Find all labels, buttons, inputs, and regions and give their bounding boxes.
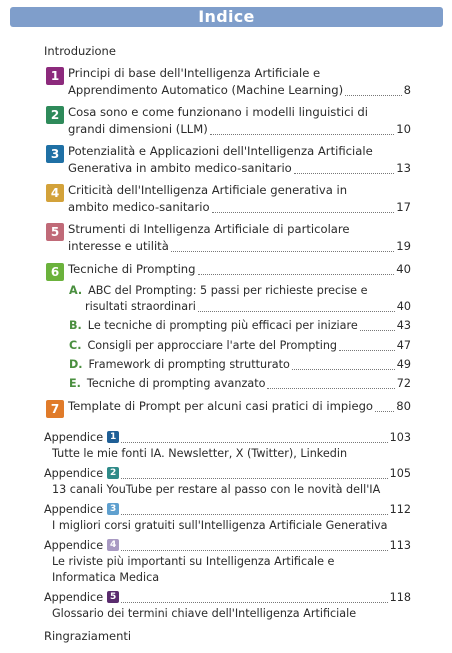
entry-title-line: Consigli per approcciare l'arte del Prompting — [87, 339, 338, 352]
entry-title-line: Cosa sono e come funzionano i modelli linguistici di — [68, 105, 368, 119]
entry-title-line: Template di Prompt per alcuni casi pratici di impiego — [68, 399, 374, 413]
toc-thanks[interactable]: Ringraziamenti — [44, 629, 132, 643]
entry-title-line: Tecniche di prompting avanzato — [86, 377, 266, 390]
dot-leader — [292, 354, 395, 370]
subsection-letter: E. — [69, 377, 81, 390]
toc-appendix-3[interactable] — [44, 502, 411, 534]
appendix-label: Appendice — [44, 431, 104, 444]
page-number: 113 — [389, 539, 411, 552]
page-number: 13 — [396, 161, 411, 175]
page-number: 112 — [389, 503, 411, 516]
toc-appendix-5[interactable] — [44, 590, 411, 622]
appendix-description: Le riviste più importanti su Intelligenza Artificale e — [52, 555, 335, 568]
page-number: 17 — [396, 200, 411, 214]
entry-title-line: Apprendimento Automatico (Machine Learning) — [68, 83, 344, 97]
toc-subsection-b[interactable] — [69, 318, 411, 334]
dot-leader — [121, 499, 388, 515]
subsection-letter: A. — [69, 284, 83, 297]
dot-leader — [198, 258, 395, 275]
toc-intro[interactable]: Introduzione — [44, 44, 116, 58]
appendix-label: Appendice — [44, 503, 104, 516]
appendix-description: Informatica Medica — [52, 571, 160, 584]
page-number: 40 — [396, 300, 411, 313]
dot-leader — [267, 373, 394, 389]
entry-title-line: Principi di base dell'Intelligenza Artificiale e — [68, 66, 321, 80]
appendix-description: 13 canali YouTube per restare al passo con le novità dell'IA — [52, 483, 381, 496]
toc-subsection-c[interactable] — [69, 338, 411, 354]
entry-title-line: Tecniche di Prompting — [68, 262, 196, 276]
dot-leader — [121, 587, 388, 603]
entry-title-line: interesse e utilità — [68, 239, 169, 253]
dot-leader — [171, 235, 394, 252]
appendix-number-badge: 3 — [107, 503, 119, 515]
page-number: 80 — [396, 399, 411, 413]
page-number: 47 — [396, 339, 411, 352]
entry-title-line: ambito medico-sanitario — [68, 200, 210, 214]
dot-leader — [360, 315, 395, 331]
page-number: 49 — [396, 358, 411, 371]
toc-appendix-4[interactable] — [44, 538, 411, 586]
page-number: 43 — [396, 319, 411, 332]
page-number: 8 — [403, 83, 411, 97]
toc-appendix-1[interactable] — [44, 430, 411, 462]
page-number: 103 — [389, 431, 411, 444]
subsection-letter: B. — [69, 319, 82, 332]
dot-leader — [121, 427, 388, 443]
entry-title-line: Strumenti di Intelligenza Artificiale di particolare — [68, 222, 350, 236]
toc-subsection-d[interactable] — [69, 357, 411, 373]
page-number: 105 — [389, 467, 411, 480]
dot-leader — [121, 463, 388, 479]
dot-leader — [212, 196, 395, 213]
appendix-number-badge: 4 — [107, 539, 119, 551]
toc-subsection-e[interactable] — [69, 376, 411, 392]
appendix-description: Glossario dei termini chiave dell'Intelligenza Artificiale — [52, 607, 357, 620]
index-title: Indice — [198, 7, 255, 26]
page-number: 10 — [396, 122, 411, 136]
dot-leader — [375, 395, 394, 412]
page-number: 40 — [396, 262, 411, 276]
dot-leader — [121, 535, 388, 551]
entry-title-line: Potenzialità e Applicazioni dell'Intelligenza Artificiale — [68, 144, 373, 158]
page-number: 72 — [396, 377, 411, 390]
appendix-number-badge: 1 — [107, 431, 119, 443]
entry-title-line: Criticità dell'Intelligenza Artificiale generativa in — [68, 183, 348, 197]
entry-title-line: Generativa in ambito medico-sanitario — [68, 161, 292, 175]
chapter-number-badge: 2 — [46, 106, 64, 124]
appendix-description: Tutte le mie fonti IA. Newsletter, X (Twitter), Linkedin — [52, 447, 348, 460]
toc-subsection-a[interactable] — [69, 283, 411, 315]
dot-leader — [210, 118, 394, 135]
entry-title-line: Le tecniche di prompting più efficaci per iniziare — [87, 319, 358, 332]
appendix-label: Appendice — [44, 539, 104, 552]
entry-title-line: ABC del Prompting: 5 passi per richieste precise e — [88, 284, 368, 297]
page-number: 19 — [396, 239, 411, 253]
appendix-label: Appendice — [44, 467, 104, 480]
toc-appendix-2[interactable] — [44, 466, 411, 498]
dot-leader — [345, 79, 401, 96]
appendix-number-badge: 5 — [107, 591, 119, 603]
subsection-letter: C. — [69, 339, 82, 352]
entry-title-line: risultati straordinari — [85, 300, 196, 313]
chapter-number-badge: 4 — [46, 184, 64, 202]
chapter-number-badge: 6 — [46, 263, 64, 281]
entry-title-line: grandi dimensioni (LLM) — [68, 122, 208, 136]
dot-leader — [294, 157, 394, 174]
entry-title-line: Framework di prompting strutturato — [88, 358, 290, 371]
dot-leader — [198, 296, 395, 312]
appendix-label: Appendice — [44, 591, 104, 604]
appendix-description: I migliori corsi gratuiti sull'Intelligenza Artificiale Generativa — [52, 519, 388, 532]
chapter-number-badge: 5 — [46, 223, 64, 241]
page-number: 118 — [389, 591, 411, 604]
dot-leader — [339, 335, 395, 351]
index-title-banner — [10, 7, 443, 27]
chapter-number-badge: 7 — [46, 400, 64, 418]
chapter-number-badge: 1 — [46, 67, 64, 85]
subsection-letter: D. — [69, 358, 83, 371]
chapter-number-badge: 3 — [46, 145, 64, 163]
appendix-number-badge: 2 — [107, 467, 119, 479]
